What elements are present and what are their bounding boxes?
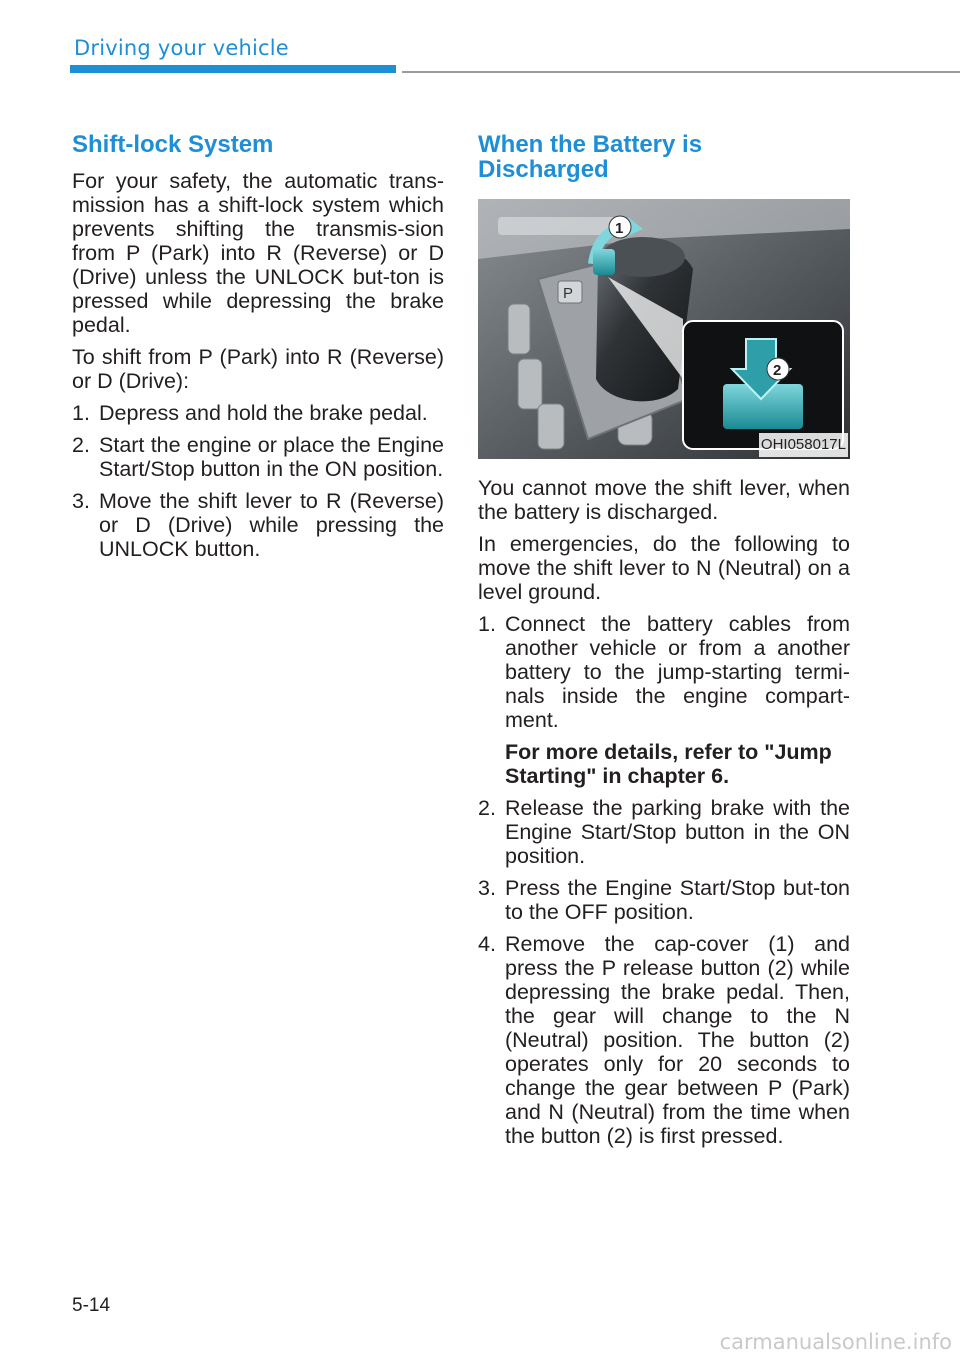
battery-para-1: You cannot move the shift lever, when the battery is discharged. (478, 476, 850, 524)
page-number: 5-14 (72, 1295, 111, 1316)
gate-p-label: P (563, 285, 574, 302)
section-header: Driving your vehicle (74, 36, 289, 60)
header-rule-grey (402, 71, 960, 73)
battery-heading-line1: When the Battery is (478, 131, 703, 158)
callout-2: 2 (773, 362, 782, 379)
list-item (72, 401, 444, 425)
list-number: 1. (72, 401, 90, 425)
list-number: 1. (478, 612, 496, 636)
list-number: 4. (478, 932, 496, 956)
battery-para-2: In emergencies, do the following to move the shift lever to N (Neutral) on a level ground. (478, 532, 850, 604)
figure-code: OHI058017L (759, 433, 848, 457)
list-item (72, 433, 444, 481)
list-item (478, 876, 850, 924)
shift-lever-figure (478, 199, 850, 459)
list-item (478, 932, 850, 1148)
jump-start-note: For more details, refer to "Jump Starting" in chapter 6. (505, 740, 832, 788)
battery-heading-line2: Discharged (478, 156, 609, 183)
list-item (478, 612, 850, 732)
battery-heading (478, 132, 850, 182)
left-column (72, 132, 444, 569)
list-text: Remove the cap-cover (1) and press the P release button (2) while depressing the brake pedal. Then, the gear will change to the N (Neutral) position. The button (2) operates only for 20 seconds to change the gear between P (Park) and N (Neutral) from the time when the button (2) is first pressed. (505, 932, 850, 1148)
right-column (478, 132, 850, 1156)
list-text: Move the shift lever to R (Reverse) or D (Drive) while pressing the UNLOCK button. (99, 489, 444, 561)
list-number: 3. (72, 489, 90, 513)
list-text: Press the Engine Start/Stop but-ton to the OFF position. (505, 876, 850, 924)
list-text: Connect the battery cables from another vehicle or from a another battery to the jump-starting termi-nals inside the engine compart-ment. (505, 612, 850, 732)
watermark: carmanualsonline.info (719, 1330, 952, 1354)
shift-lock-lead: To shift from P (Park) into R (Reverse) or D (Drive): (72, 345, 444, 393)
list-number: 3. (478, 876, 496, 900)
list-number: 2. (478, 796, 496, 820)
shift-lever-illustration (478, 199, 850, 459)
shift-lock-intro: For your safety, the automatic trans-mission has a shift-lock system which prevents shifting the transmis-sion from P (Park) into R (Reverse) or D (Drive) unless the UNLOCK but-ton is pressed while depressing the brake pedal. (72, 169, 444, 337)
list-text: Depress and hold the brake pedal. (99, 401, 428, 425)
list-number: 2. (72, 433, 90, 457)
shift-lock-heading: Shift-lock System (72, 131, 274, 158)
callout-1: 1 (615, 220, 624, 237)
header-rule-blue (70, 65, 396, 73)
list-text: Start the engine or place the Engine Start/Stop button in the ON position. (99, 433, 444, 481)
list-text: Release the parking brake with the Engine Start/Stop button in the ON position. (505, 796, 850, 868)
list-item (478, 796, 850, 868)
list-item (72, 489, 444, 561)
